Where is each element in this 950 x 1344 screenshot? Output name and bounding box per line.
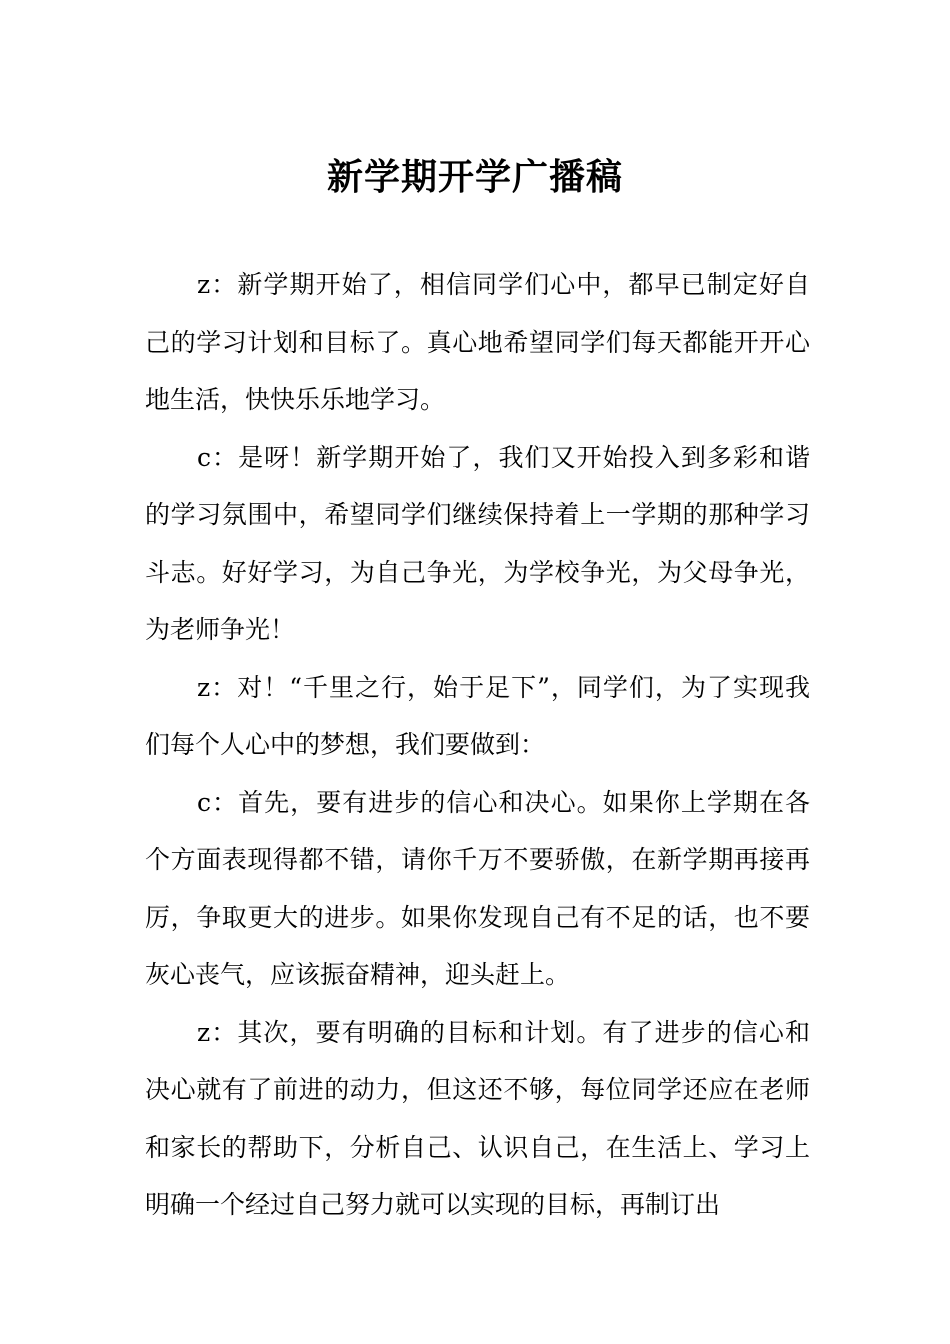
paragraph-2: c：是呀！新学期开始了，我们又开始投入到多彩和谐的学习氛围中，希望同学们继续保持着上一学期的那种学习斗志。好好学习，为自己争光，为学校争光，为父母争光，为老师争光！ — [145, 442, 810, 644]
paragraph-4: c：首先，要有进步的信心和决心。如果你上学期在各个方面表现得都不错，请你千万不要骄傲，在新学期再接再厉，争取更大的进步。如果你发现自己有不足的话，也不要灰心丧气，应该振奋精神，迎头赶上。 — [145, 787, 810, 989]
document-body — [145, 256, 810, 1234]
paragraph-5: z：其次，要有明确的目标和计划。有了进步的信心和决心就有了前进的动力，但这还不够，每位同学还应在老师和家长的帮助下，分析自己、认识自己，在生活上、学习上明确一个经过自己努力就可以实现的目标，再制订出 — [145, 1017, 810, 1219]
paragraph-1: z：新学期开始了，相信同学们心中，都早已制定好自己的学习计划和目标了。真心地希望同学们每天都能开开心地生活，快快乐乐地学习。 — [145, 270, 810, 414]
document-title: 新学期开学广播稿 — [326, 156, 623, 199]
paragraph-3: z：对！“千里之行，始于足下”，同学们，为了实现我们每个人心中的梦想，我们要做到： — [145, 672, 810, 759]
